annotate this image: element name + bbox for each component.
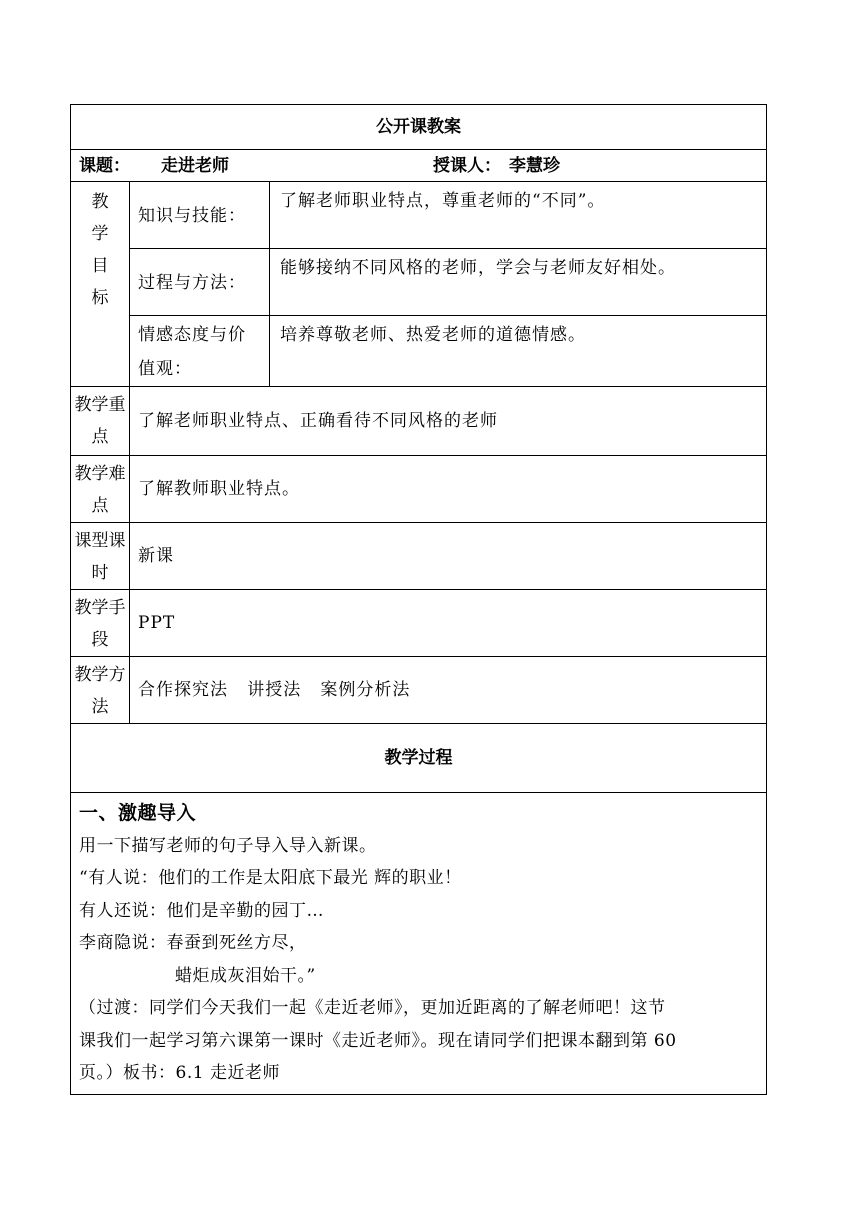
topic-row <box>71 150 767 182</box>
page-title: 公开课教案 <box>71 105 767 150</box>
teacher-name: 李慧珍 <box>509 156 560 176</box>
process-line: “有人说：他们的工作是太阳底下最光 辉的职业！ <box>79 868 462 888</box>
lesson-type-value: 新课 <box>130 523 767 590</box>
teaching-means-label: 教学手段 <box>71 590 130 657</box>
process-line: 课我们一起学习第六课第一课时《走近老师》。现在请同学们把课本翻到第 60 <box>79 1030 677 1051</box>
difficulties-value: 了解教师职业特点。 <box>130 456 767 523</box>
objective-knowledge-value: 了解老师职业特点，尊重老师的“不同”。 <box>270 182 767 249</box>
process-line: 有人还说：他们是辛勤的园丁… <box>79 900 324 921</box>
process-content <box>71 793 767 1095</box>
teacher-label: 授课人： <box>433 156 501 176</box>
teaching-methods-label: 教学方法 <box>71 657 130 724</box>
teaching-methods-value: 合作探究法 讲授法 案例分析法 <box>130 657 767 724</box>
lesson-type-label: 课型课时 <box>71 523 130 590</box>
process-line: 用一下描写老师的句子导入导入新课。 <box>79 835 377 856</box>
topic-label: 课题： <box>79 156 130 176</box>
objective-attitude-value: 培养尊敬老师、热爱老师的道德情感。 <box>270 316 767 387</box>
objective-knowledge-label: 知识与技能： <box>130 182 270 249</box>
key-points-value: 了解老师职业特点、正确看待不同风格的老师 <box>130 387 767 456</box>
topic-value: 走进老师 <box>161 156 229 176</box>
lesson-plan-table <box>70 104 767 1095</box>
teaching-means-value: PPT <box>130 590 767 657</box>
objective-process-value: 能够接纳不同风格的老师，学会与老师友好相处。 <box>270 249 767 316</box>
process-line: 蜡炬成灰泪始干。” <box>175 965 316 986</box>
objective-process-label: 过程与方法： <box>130 249 270 316</box>
objectives-label: 教 学 目 标 <box>71 182 130 387</box>
process-line: （过渡：同学们今天我们一起《走近老师》，更加近距离的了解老师吧！这节 <box>79 998 666 1018</box>
process-title: 教学过程 <box>71 724 767 793</box>
objective-attitude-label: 情感态度与价值观： <box>130 316 270 387</box>
key-points-label: 教学重点 <box>71 387 130 456</box>
process-line: 李商隐说：春蚕到死丝方尽， <box>79 933 307 953</box>
process-line: 页。）板书：6.1 走近老师 <box>79 1063 280 1083</box>
difficulties-label: 教学难点 <box>71 456 130 523</box>
process-heading: 一、激趣导入 <box>79 802 197 824</box>
